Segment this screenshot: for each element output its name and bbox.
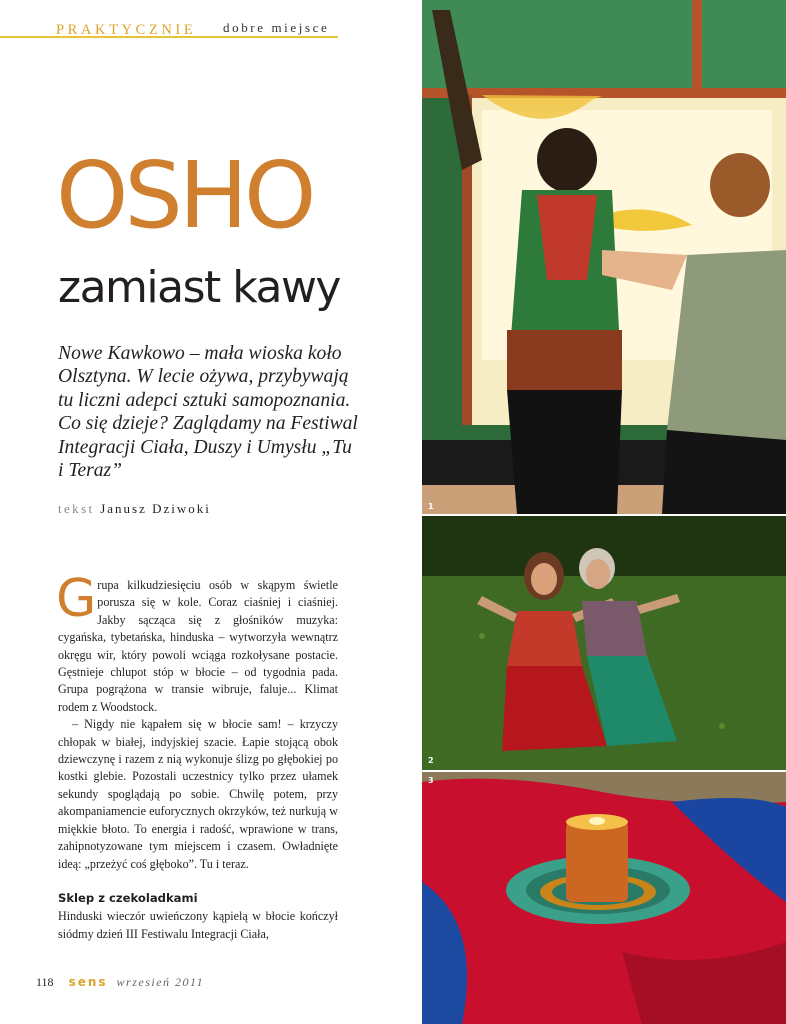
photo-candle-on-cloth [422, 772, 786, 1024]
page-number: 118 [36, 975, 54, 989]
magazine-name: sens [68, 975, 108, 989]
drop-cap: G [56, 569, 97, 629]
article-subtitle: zamiast kawy [58, 262, 340, 313]
byline [58, 501, 211, 517]
paragraph-1-text: rupa kilkudziesięciu osób w skąpym świetle porusza się w kole. Coraz ciaśniej i ciaśniej. Jakby sącząca się z głośników muzyka: cygańska, tybetańska, hinduska – wytworzyła wewnątrz okręgu wir, który powoli wciąga rozkołysane postacie. Gęstnieje chlupot stóp w błocie – od tygodnia pada. Grupa pogrążona w transie wibruje, faluje... Klimat rodem z Woodstock. [58, 578, 338, 714]
subsection-label: dobre miejsce [223, 20, 330, 35]
photo-dancers-in-tent [422, 0, 786, 514]
photo-women-in-mud [422, 516, 786, 770]
byline-author: Janusz Dziwoki [100, 501, 211, 516]
section-label: PRAKTYCZNIE [56, 22, 197, 38]
article-lead: Nowe Kawkowo – mała wioska koło Olsztyna. W lecie ożywa, przybywają tu liczni adepci sztuki samopoznania. Co się dzieje? Zaglądamy na Festiwal Integracji Ciała, Duszy i Umysłu „Tu i Teraz” [58, 343, 358, 482]
paragraph-1 [58, 555, 338, 716]
page-header [0, 20, 340, 40]
paragraph-3: Hinduski wieczór uwieńczony kąpielą w błocie kończył siódmy dzień III Festiwalu Integracji Ciała, [58, 909, 338, 941]
page-footer [36, 975, 204, 990]
article-body [58, 555, 338, 943]
photo-number-2: 2 [428, 756, 434, 765]
section-heading: Sklep z czekoladkami [58, 890, 198, 905]
issue-date: wrzesień 2011 [116, 975, 205, 989]
photo-number-1: 1 [428, 502, 434, 511]
byline-label: tekst [58, 501, 95, 516]
photo-number-3: 3 [428, 776, 434, 785]
paragraph-2: – Nigdy nie kąpałem się w błocie sam! – krzyczy chłopak w białej, indyjskiej szacie. Łapie stojącą obok dziewczynę i razem z nią wykonuje ślizg po głębokiej po kostki glebie. Pozostali uczestnicy tylko przez ułamek sekundy spoglądają po sobie. Chwilę potem, przy akompaniamencie euforycznych okrzyków, też nurkują w miękkie błoto. To energia i radość, wprawione w trans, zahipnotyzowane tym miejscem i czasem. Owładnięte ideą: „przeżyć coś głęboko”. Tu i teraz. [58, 717, 338, 871]
article-title: OSHO [56, 142, 313, 249]
